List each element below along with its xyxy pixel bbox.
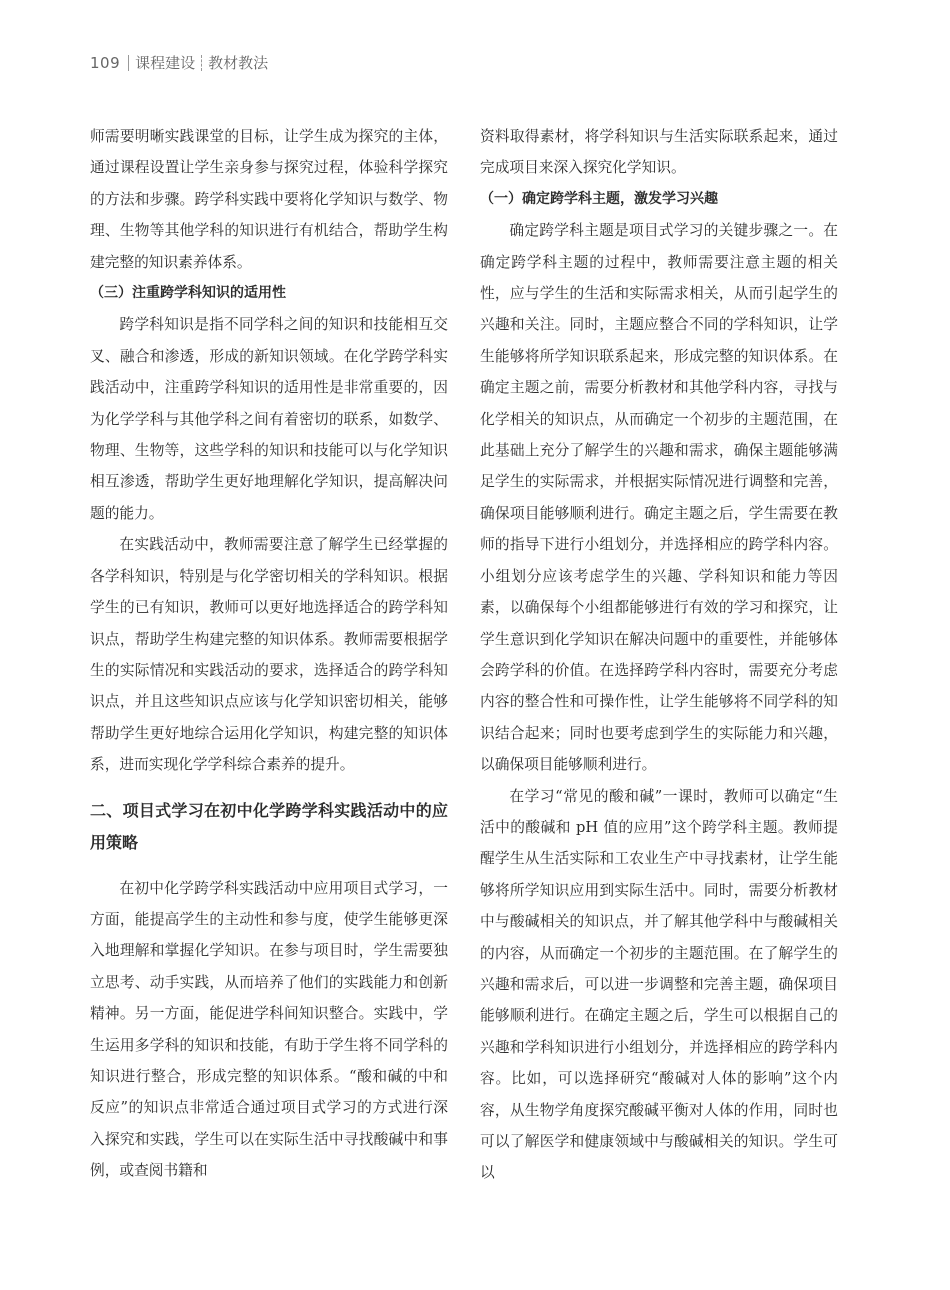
paragraph: 在学习“常见的酸和碱”一课时，教师可以确定“生活中的酸碱和 pH 值的应用”这个跨学科主题。教师提醒学生从生活实际和工农业生产中寻找素材，让学生能够将所学知识应用到实际生活中。同时，需要分析教材中与酸碱相关的知识点，并了解其他学科中与酸碱相关的内容，从而确定一个初步的主题范围。在了解学生的兴趣和需求后，可以进一步调整和完善主题，确保项目能够顺利进行。在确定主题之后，学生可以根据自己的兴趣和学科知识进行小组划分，并选择相应的跨学科内容。比如，可以选择研究“酸碱对人体的影响”这个内容，从生物学角度探究酸碱平衡对人体的作用，同时也可以了解医学和健康领域中与酸碱相关的知识。学生可以	[480, 787, 838, 1182]
running-header	[90, 52, 268, 73]
paragraph: 确定跨学科主题是项目式学习的关键步骤之一。在确定跨学科主题的过程中，教师需要注意主题的相关性，应与学生的生活和实际需求相关，从而引起学生的兴趣和关注。同时，主题应整合不同的学科知识，让学生能够将所学知识联系起来，形成完整的知识体系。在确定主题之前，需要分析教材和其他学科内容，寻找与化学相关的知识点，从而确定一个初步的主题范围，在此基础上充分了解学生的兴趣和需求，确保主题能够满足学生的实际需求，并根据实际情况进行调整和完善，确保项目能够顺利进行。确定主题之后，学生需要在教师的指导下进行小组划分，并选择相应的跨学科内容。小组划分应该考虑学生的兴趣、学科知识和能力等因素，以确保每个小组都能够进行有效的学习和探究，让学生意识到化学知识在解决问题中的重要性，并能够体会跨学科的价值。在选择跨学科内容时，需要充分考虑内容的整合性和可操作性，让学生能够将不同学科的知识结合起来；同时也要考虑到学生的实际能力和兴趣，以确保项目能够顺利进行。	[480, 222, 838, 774]
paragraph: 师需要明晰实践课堂的目标，让学生成为探究的主体，通过课程设置让学生亲身参与探究过程，体验科学探究的方法和步骤。跨学科实践中要将化学知识与数学、物理、生物等其他学科的知识进行有机结合，帮助学生构建完整的知识素养体系。	[90, 128, 448, 271]
left-column	[90, 121, 448, 1187]
section-heading: 二、项目式学习在初中化学跨学科实践活动中的应用策略	[90, 800, 448, 852]
header-section: 课程建设	[135, 54, 196, 72]
paragraph: 在初中化学跨学科实践活动中应用项目式学习，一方面，能提高学生的主动性和参与度，使学生能够更深入地理解和掌握化学知识。在参与项目时，学生需要独立思考、动手实践，从而培养了他们的实践能力和创新精神。另一方面，能促进学科间知识整合。实践中，学生运用多学科的知识和技能，有助于学生将不同学科的知识进行整合，形成完整的知识体系。“酸和碱的中和反应”的知识点非常适合通过项目式学习的方式进行深入探究和实践，学生可以在实际生活中寻找酸碱中和事例，或查阅书籍和	[90, 879, 448, 1180]
header-subsection: 教材教法	[208, 54, 269, 72]
paragraph: 在实践活动中，教师需要注意了解学生已经掌握的各学科知识，特别是与化学密切相关的学科知识。根据学生的已有知识，教师可以更好地选择适合的跨学科知识点，帮助学生构建完整的知识体系。教师需要根据学生的实际情况和实践活动的要求，选择适合的跨学科知识点，并且这些知识点应该与化学知识密切相关，能够帮助学生更好地综合运用化学知识，构建完整的知识体系，进而实现化学学科综合素养的提升。	[90, 536, 448, 774]
paragraph: 资料取得素材，将学科知识与生活实际联系起来，通过完成项目来深入探究化学知识。	[480, 128, 838, 177]
page-number: 109	[90, 53, 121, 72]
subsection-heading: （一）确定跨学科主题，激发学习兴趣	[480, 190, 718, 207]
header-divider	[128, 55, 129, 71]
paragraph: 跨学科知识是指不同学科之间的知识和技能相互交叉、融合和渗透，形成的新知识领域。在化学跨学科实践活动中，注重跨学科知识的适用性是非常重要的，因为化学学科与其他学科之间有着密切的联系，如数学、物理、生物等，这些学科的知识和技能可以与化学知识相互渗透，帮助学生更好地理解化学知识，提高解决问题的能力。	[90, 316, 448, 522]
right-column	[480, 121, 838, 1189]
subsection-heading: （三）注重跨学科知识的适用性	[90, 285, 286, 302]
header-dashed-divider	[201, 55, 202, 71]
